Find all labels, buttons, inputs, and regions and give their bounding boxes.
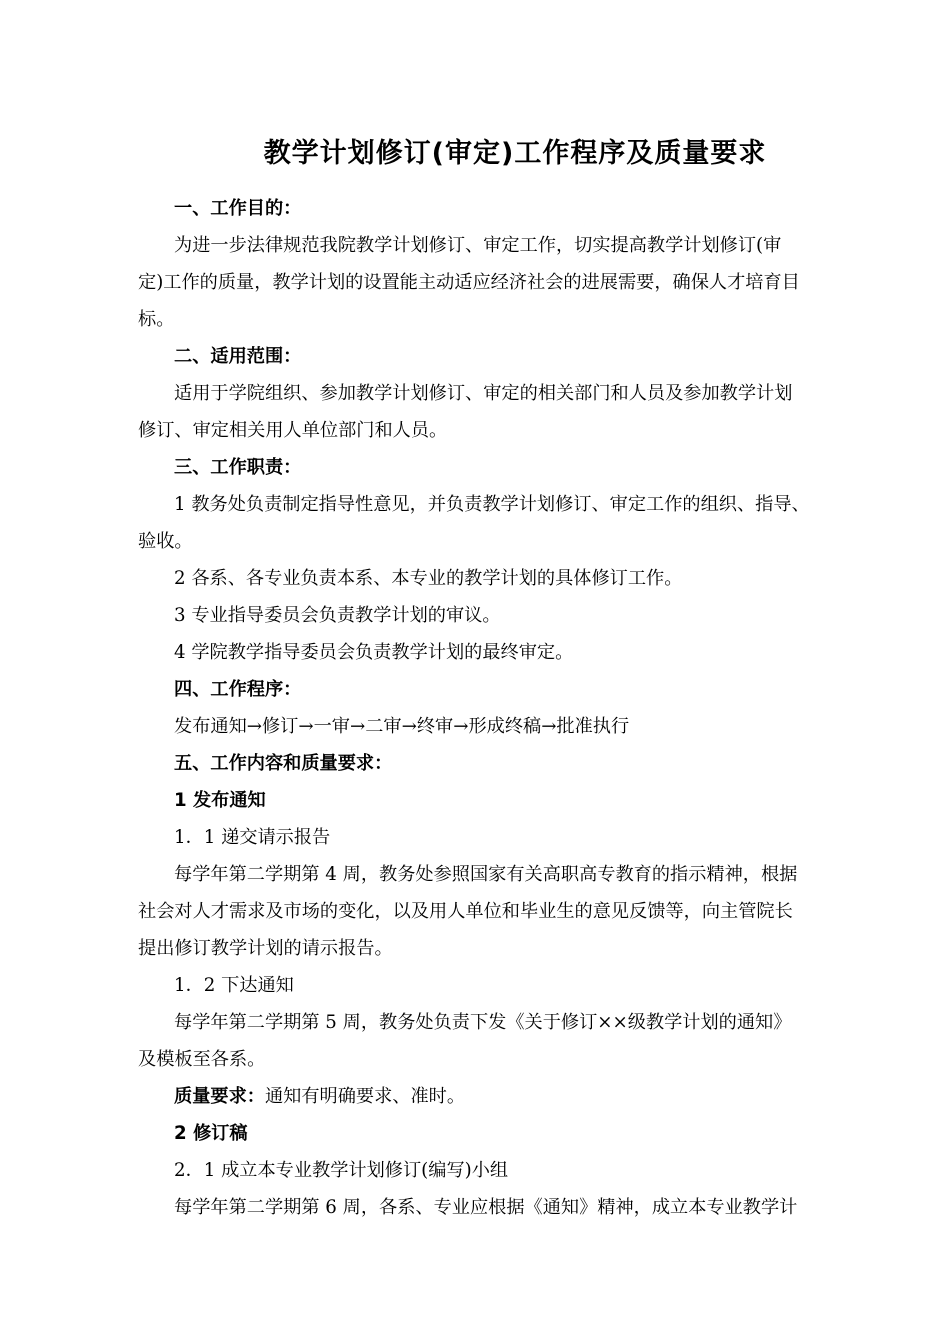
paragraph-line: 社会对人才需求及市场的变化，以及用人单位和毕业生的意见反馈等，向主管院长 bbox=[138, 901, 793, 922]
subsection-heading: 1．1 递交请示报告 bbox=[174, 827, 331, 848]
workflow-line: 发布通知→修订→一审→二审→终审→形成终稿→批准执行 bbox=[174, 716, 630, 737]
paragraph-line: 及模板至各系。 bbox=[138, 1049, 266, 1070]
paragraph-line: 3 专业指导委员会负责教学计划的审议。 bbox=[174, 605, 501, 626]
paragraph-line: 定)工作的质量，教学计划的设置能主动适应经济社会的进展需要，确保人才培育目 bbox=[138, 272, 800, 293]
paragraph-line: 每学年第二学期第 4 周，教务处参照国家有关高职高专教育的指示精神，根据 bbox=[174, 864, 798, 885]
section-heading: 三、工作职责： bbox=[174, 457, 302, 478]
subsection-heading: 1 发布通知 bbox=[174, 790, 266, 811]
paragraph-line: 每学年第二学期第 5 周，教务处负责下发《关于修订××级教学计划的通知》 bbox=[174, 1012, 792, 1033]
paragraph-line: 适用于学院组织、参加教学计划修订、审定的相关部门和人员及参加教学计划 bbox=[174, 383, 793, 404]
paragraph-line: 4 学院教学指导委员会负责教学计划的最终审定。 bbox=[174, 642, 574, 663]
quality-text: 通知有明确要求、准时。 bbox=[264, 1086, 466, 1107]
paragraph-line: 修订、审定相关用人单位部门和人员。 bbox=[138, 420, 448, 441]
quality-requirement bbox=[138, 1078, 850, 1115]
subsection-heading: 2．1 成立本专业教学计划修订(编写)小组 bbox=[174, 1160, 509, 1181]
paragraph-line: 每学年第二学期第 6 周，各系、专业应根据《通知》精神，成立本专业教学计 bbox=[174, 1197, 798, 1218]
paragraph-line: 1 教务处负责制定指导性意见，并负责教学计划修订、审定工作的组织、指导、 bbox=[174, 494, 810, 515]
document-body bbox=[138, 190, 850, 1226]
quality-label: 质量要求： bbox=[174, 1086, 265, 1107]
paragraph-line: 提出修订教学计划的请示报告。 bbox=[138, 938, 393, 959]
paragraph-line: 2 各系、各专业负责本系、本专业的教学计划的具体修订工作。 bbox=[174, 568, 683, 589]
subsection-heading: 1．2 下达通知 bbox=[174, 975, 294, 996]
subsection-heading: 2 修订稿 bbox=[174, 1123, 248, 1144]
paragraph-line: 为进一步法律规范我院教学计划修订、审定工作，切实提高教学计划修订(审 bbox=[174, 235, 782, 256]
paragraph-line: 验收。 bbox=[138, 531, 193, 552]
section-heading: 二、适用范围： bbox=[174, 346, 302, 367]
page-title: 教学计划修订(审定)工作程序及质量要求 bbox=[263, 138, 767, 169]
section-heading: 四、工作程序： bbox=[174, 679, 302, 700]
section-heading: 一、工作目的： bbox=[174, 198, 302, 219]
paragraph-line: 标。 bbox=[138, 309, 175, 330]
section-heading: 五、工作内容和质量要求： bbox=[174, 753, 393, 774]
